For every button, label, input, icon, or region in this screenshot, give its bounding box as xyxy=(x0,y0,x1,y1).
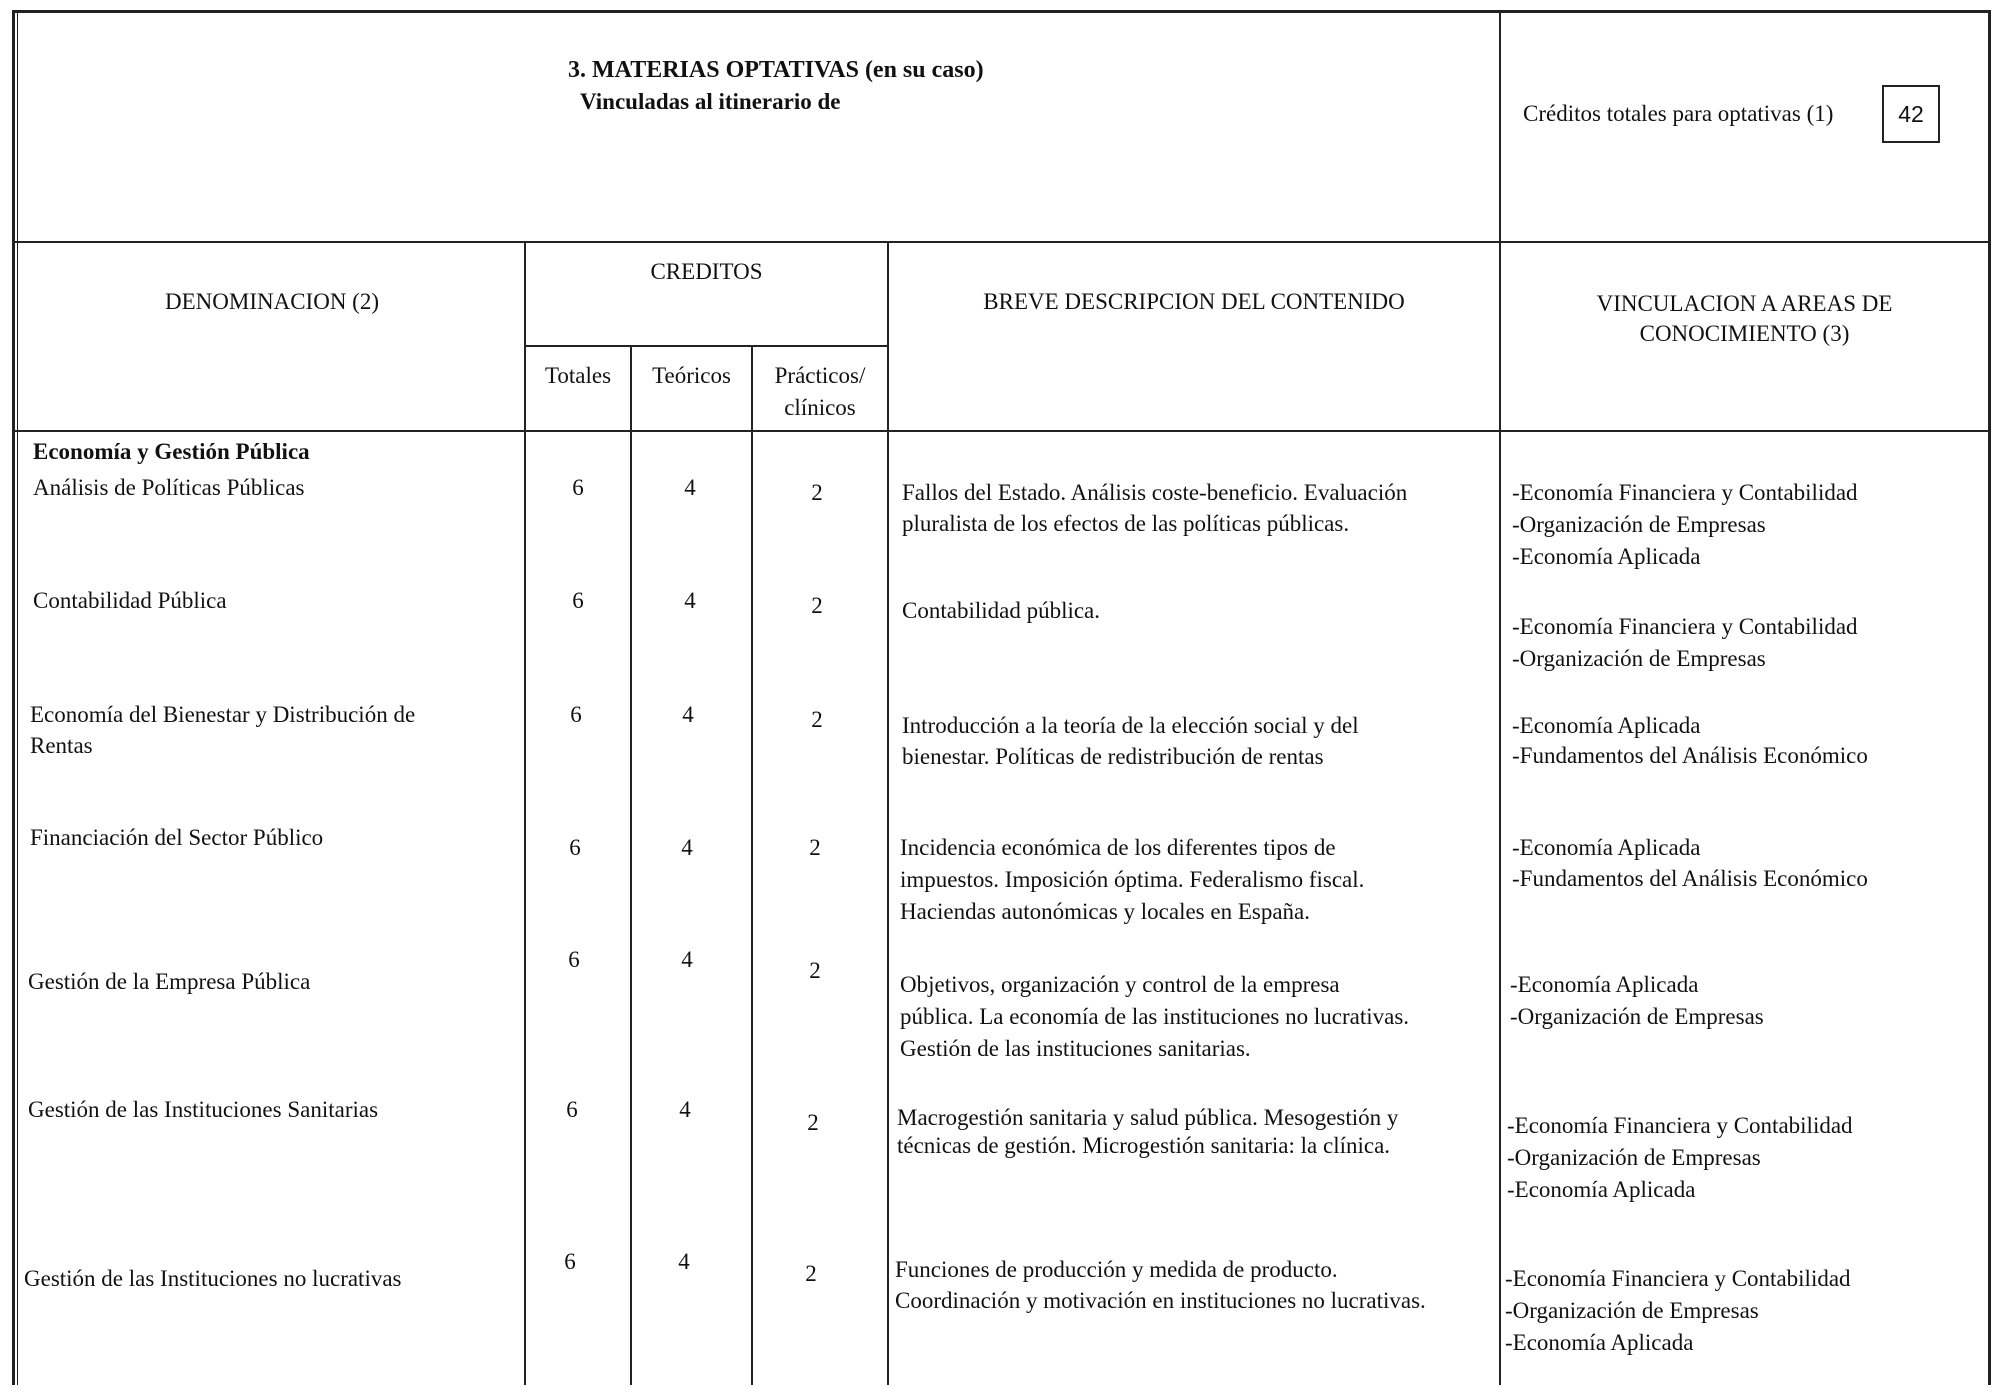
col-sep-4 xyxy=(887,241,889,1385)
row-description-line: Fallos del Estado. Análisis coste-beneficio. Evaluación xyxy=(902,480,1408,505)
row-description-line: Incidencia económica de los diferentes tipos de xyxy=(900,835,1336,860)
row-description-line: bienestar. Políticas de redistribución de rentas xyxy=(902,744,1324,769)
row-totales: 6 xyxy=(566,1097,578,1122)
row-area: -Fundamentos del Análisis Económico xyxy=(1512,743,1868,768)
row-totales: 6 xyxy=(572,588,584,613)
row-area: -Economía Financiera y Contabilidad xyxy=(1505,1266,1851,1291)
col-header-teoricos: Teóricos xyxy=(652,363,731,388)
row-practicos: 2 xyxy=(809,958,821,983)
row-name: Gestión de la Empresa Pública xyxy=(28,969,311,994)
credits-value-box: 42 xyxy=(1882,85,1940,143)
row-teoricos: 4 xyxy=(679,1097,691,1122)
col-header-creditos: CREDITOS xyxy=(650,259,763,284)
row-area: -Economía Aplicada xyxy=(1507,1177,1696,1202)
row-description-line: Introducción a la teoría de la elección social y del xyxy=(902,713,1359,738)
col-sep-3 xyxy=(751,345,753,1385)
rule-columns-bottom xyxy=(14,430,1991,432)
row-teoricos: 4 xyxy=(682,702,694,727)
row-area: -Organización de Empresas xyxy=(1505,1298,1759,1323)
row-teoricos: 4 xyxy=(681,947,693,972)
row-area: -Organización de Empresas xyxy=(1512,512,1766,537)
row-area: -Fundamentos del Análisis Económico xyxy=(1512,866,1868,891)
row-description-line: Macrogestión sanitaria y salud pública. Mesogestión y xyxy=(897,1105,1399,1130)
row-teoricos: 4 xyxy=(684,588,696,613)
row-totales: 6 xyxy=(572,475,584,500)
row-area: -Organización de Empresas xyxy=(1507,1145,1761,1170)
row-totales: 6 xyxy=(568,947,580,972)
col-header-practicos-line2: clínicos xyxy=(784,395,856,420)
frame-left xyxy=(12,10,15,1385)
row-area: -Economía Aplicada xyxy=(1512,713,1701,738)
frame-left-inner xyxy=(17,10,18,1385)
col-header-denominacion: DENOMINACION (2) xyxy=(165,289,379,314)
row-description-line: pública. La economía de las instituciones no lucrativas. xyxy=(900,1004,1410,1029)
col-header-vinculacion-line2: CONOCIMIENTO (3) xyxy=(1639,321,1850,346)
row-name: Rentas xyxy=(30,733,93,758)
row-description-line: Contabilidad pública. xyxy=(902,598,1101,623)
row-area: -Economía Aplicada xyxy=(1510,972,1699,997)
rule-header-bottom xyxy=(14,241,1991,243)
row-practicos: 2 xyxy=(809,835,821,860)
row-name: Gestión de las Instituciones no lucrativas xyxy=(24,1266,402,1291)
row-area: -Economía Financiera y Contabilidad xyxy=(1512,614,1858,639)
row-area: -Economía Aplicada xyxy=(1505,1330,1694,1355)
row-name: Gestión de las Instituciones Sanitarias xyxy=(28,1097,379,1122)
row-area: -Organización de Empresas xyxy=(1510,1004,1764,1029)
row-description-line: Haciendas autonómicas y locales en España. xyxy=(900,899,1311,924)
row-description-line: Objetivos, organización y control de la empresa xyxy=(900,972,1340,997)
credits-label: Créditos totales para optativas (1) xyxy=(1523,101,1834,126)
col-header-practicos-line1: Prácticos/ xyxy=(774,363,866,388)
col-header-vinculacion-line1: VINCULACION A AREAS DE xyxy=(1596,291,1893,316)
row-description-line: Coordinación y motivación en instituciones no lucrativas. xyxy=(895,1288,1426,1313)
row-teoricos: 4 xyxy=(678,1249,690,1274)
row-name: Análisis de Políticas Públicas xyxy=(33,475,305,500)
row-description-line: Gestión de las instituciones sanitarias. xyxy=(900,1036,1251,1061)
col-sep-2 xyxy=(630,345,632,1385)
row-name: Economía del Bienestar y Distribución de xyxy=(30,702,416,727)
frame-top xyxy=(14,10,1991,13)
row-area: -Organización de Empresas xyxy=(1512,646,1766,671)
row-area: -Economía Financiera y Contabilidad xyxy=(1512,480,1858,505)
row-description-line: Funciones de producción y medida de producto. xyxy=(895,1257,1338,1282)
row-practicos: 2 xyxy=(811,593,823,618)
row-teoricos: 4 xyxy=(681,835,693,860)
row-practicos: 2 xyxy=(811,707,823,732)
row-totales: 6 xyxy=(564,1249,576,1274)
col-sep-1 xyxy=(524,241,526,1385)
row-description-line: impuestos. Imposición óptima. Federalismo fiscal. xyxy=(900,867,1365,892)
row-practicos: 2 xyxy=(807,1110,819,1135)
row-practicos: 2 xyxy=(811,480,823,505)
page-title: 3. MATERIAS OPTATIVAS (en su caso) xyxy=(568,57,984,83)
col-header-descripcion: BREVE DESCRIPCION DEL CONTENIDO xyxy=(983,289,1405,314)
row-area: -Economía Financiera y Contabilidad xyxy=(1507,1113,1853,1138)
row-description-line: técnicas de gestión. Microgestión sanitaria: la clínica. xyxy=(897,1133,1391,1158)
row-name: Contabilidad Pública xyxy=(33,588,227,613)
row-description-line: pluralista de los efectos de las políticas públicas. xyxy=(902,511,1350,536)
col-sep-5 xyxy=(1499,10,1501,1385)
row-name: Financiación del Sector Público xyxy=(30,825,324,850)
rule-creditos-sub xyxy=(525,345,889,347)
row-practicos: 2 xyxy=(805,1261,817,1286)
row-area: -Economía Aplicada xyxy=(1512,544,1701,569)
page-subtitle: Vinculadas al itinerario de xyxy=(580,89,841,114)
row-totales: 6 xyxy=(569,835,581,860)
row-area: -Economía Aplicada xyxy=(1512,835,1701,860)
group-title: Economía y Gestión Pública xyxy=(33,439,310,464)
col-header-totales: Totales xyxy=(544,363,612,388)
frame-right xyxy=(1988,10,1991,1385)
row-totales: 6 xyxy=(570,702,582,727)
row-teoricos: 4 xyxy=(684,475,696,500)
